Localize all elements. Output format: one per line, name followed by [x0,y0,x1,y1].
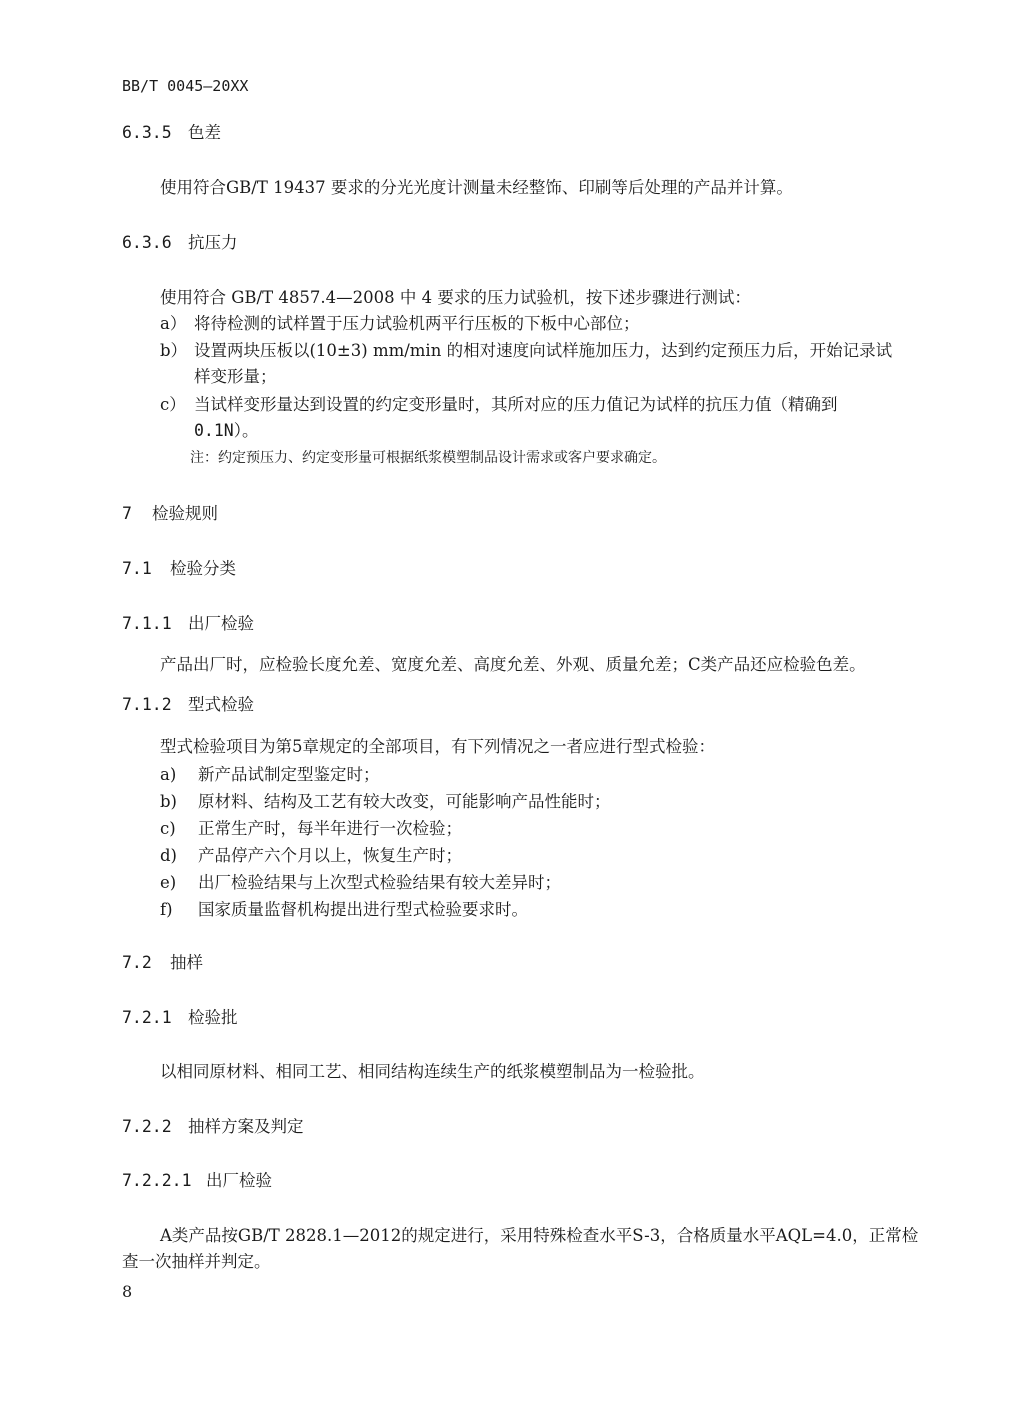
list-marker: c) [160,819,176,838]
list-marker: a) [160,765,177,784]
list-marker: a） [160,314,187,333]
list-item [160,310,640,334]
paragraph-compression-intro: 使用符合 GB/T 4857.4—2008 中 4 要求的压力试验机，按下述步骤进行测试： [160,288,751,307]
list-item-text: 原材料、结构及工艺有较大改变，可能影响产品性能时； [198,792,611,811]
section-title: 出厂检验 [188,614,254,633]
note-label: 注： [190,450,218,466]
section-number: 7.2.2 [122,1117,172,1136]
list-item [160,337,892,361]
list-marker: f) [160,900,173,919]
section-number: 7.2.2.1 [122,1171,192,1190]
list-item [160,896,528,920]
section-number: 6.3.6 [122,233,172,252]
list-item-text: 正常生产时，每半年进行一次检验； [198,819,462,838]
section-title: 抽样方案及判定 [188,1117,304,1136]
section-heading-7-1-2 [122,691,254,715]
list-item-text: 将待检测的试样置于压力试验机两平行压板的下板中心部位； [194,314,640,333]
list-item-continuation: 0.1N）。 [194,421,259,440]
note [190,447,666,467]
section-title: 型式检验 [188,695,254,714]
section-title: 抗压力 [188,233,238,252]
paragraph-factory-inspection: 产品出厂时，应检验长度允差、宽度允差、高度允差、外观、质量允差；C类产品还应检验色差。 [160,655,866,674]
chapter-heading-7 [122,500,218,524]
list-item-text: 当试样变形量达到设置的约定变形量时，其所对应的压力值记为试样的抗压力值（精确到 [194,395,838,414]
section-heading-6-3-5 [122,119,221,143]
list-item-text: 国家质量监督机构提出进行型式检验要求时。 [198,900,528,919]
list-item [160,815,462,839]
section-heading-7-2-1 [122,1004,238,1028]
section-heading-7-2-2-1 [122,1167,272,1191]
paragraph-inspection-lot: 以相同原材料、相同工艺、相同结构连续生产的纸浆模塑制品为一检验批。 [160,1062,705,1081]
section-heading-7-1 [122,555,236,579]
list-item-continuation: 样变形量； [194,367,277,386]
list-marker: b) [160,792,177,811]
page-number: 8 [122,1282,133,1301]
section-title: 检验分类 [170,559,236,578]
section-number: 7.2.1 [122,1008,172,1027]
paragraph-sampling-plan-continuation: 查一次抽样并判定。 [122,1252,271,1271]
section-title: 抽样 [170,953,203,972]
list-item-text: 产品停产六个月以上，恢复生产时； [198,846,462,865]
section-heading-7-1-1 [122,610,254,634]
section-title: 检验规则 [152,504,218,523]
list-item [160,788,611,812]
note-text: 约定预压力、约定变形量可根据纸浆模塑制品设计需求或客户要求确定。 [218,450,666,466]
section-number: 7.1 [122,559,152,578]
section-number: 6.3.5 [122,123,172,142]
list-item [160,761,380,785]
document-code: BB/T 0045—20XX [122,77,249,95]
section-heading-6-3-6 [122,229,238,253]
paragraph-type-inspection-intro: 型式检验项目为第5章规定的全部项目，有下列情况之一者应进行型式检验： [160,737,715,756]
list-item-text: 出厂检验结果与上次型式检验结果有较大差异时； [198,873,561,892]
list-item [160,391,838,415]
list-item-text: 新产品试制定型鉴定时； [198,765,380,784]
list-marker: b） [160,341,188,360]
section-number: 7 [122,504,132,523]
section-heading-7-2-2 [122,1113,304,1137]
section-number: 7.1.1 [122,614,172,633]
list-item-text: 设置两块压板以(10±3) mm/min 的相对速度向试样施加压力，达到约定预压力后，开始记录试 [194,341,893,360]
paragraph-sampling-plan: A类产品按GB/T 2828.1—2012的规定进行，采用特殊检查水平S-3，合格质量水平AQL=4.0，正常检 [160,1226,919,1245]
section-number: 7.2 [122,953,152,972]
list-item [160,869,561,893]
section-title: 出厂检验 [206,1171,272,1190]
paragraph-color-difference: 使用符合GB/T 19437 要求的分光光度计测量未经整饰、印刷等后处理的产品并计算。 [160,178,793,197]
list-marker: c） [160,395,186,414]
list-marker: e) [160,873,177,892]
section-title: 色差 [188,123,221,142]
section-number: 7.1.2 [122,695,172,714]
section-title: 检验批 [188,1008,238,1027]
section-heading-7-2 [122,949,203,973]
list-marker: d) [160,846,177,865]
list-item [160,842,462,866]
